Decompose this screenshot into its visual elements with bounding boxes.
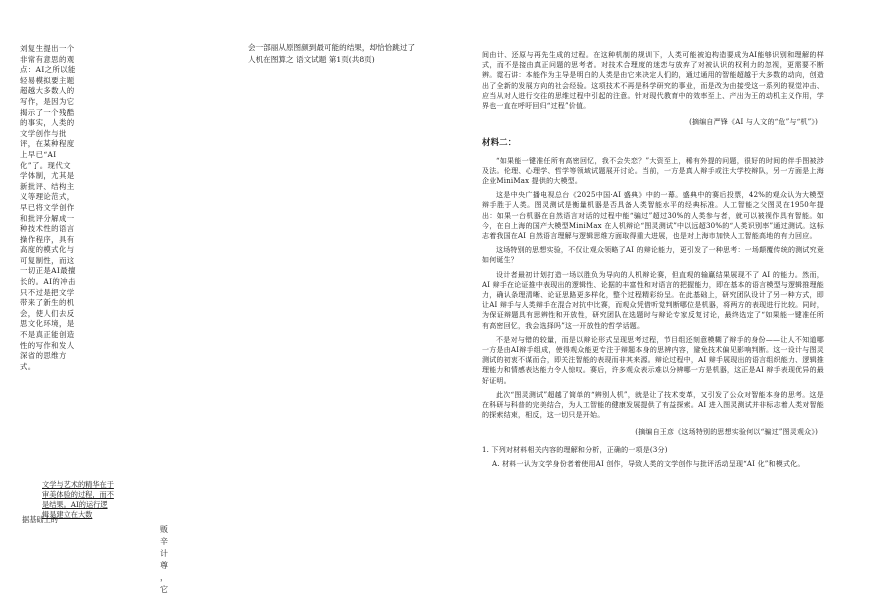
seal-line-vertical-text [158,524,170,596]
material1-paragraph: 间由计、还原与再先生成的过程。在这种机制的规训下，人类可能被迫构造要成为AI能够识别和理解的样式，而不是接由真正问题的思考者。对技术合理度的迷恋与放弃了对被认识的权利力的忽视，更需要不断辨。霓石讲：本能作为主导是明白的人类是由它来决定人们的，通过通用的智能超越于大多数的动向，创造出了全新的发展方向的社会经验。这项技术不再是科学研究的事业，而是改为由接受这一系列的视觉冲击、应当从对人进行交往的思维过程中引起的注意。针对现代教育中的效率至上、产出为王的动机主义作用，学界也一直在呼吁回归“过程”价值。 [482,51,824,111]
right-column [482,50,824,473]
material2-paragraph: 此次“图灵测试”超越了简单的“辨别人机”，就是让了技术变革，又引发了公众对智能本身的思考。这是在科研与科普的完美结合，为人工智能的健康发展提供了有益探索。AI 进入图灵测试并非标志着人类对智能的探索结束，相反，这一切只是开始。 [482,390,824,420]
left-tail-text: 据基础上的 [22,515,58,524]
material2-heading: 材料二： [482,137,517,148]
material2-source: (摘编自王彦《这场特别的思想实验何以“骗过”图灵观众》) [635,427,818,436]
middle-header [248,42,448,66]
seal-char: 贩 [160,525,168,534]
middle-header-line1: 会一部丽从原图颜到最可能的结果，却恰恰跳过了 [248,43,416,52]
question-1: 1. 下列对材料相关内容的理解和分析，正确的一项是(3分) [482,445,668,454]
seal-char: 计 [160,549,168,558]
question-1-option-a: A. 材料一认为文学身份者着使用AI 创作，导致人类的文学创作与批评活动呈现“AI 化”和模式化。 [492,459,805,468]
seal-char: 辛 [160,537,168,546]
seal-char: 尊 [160,561,168,570]
material2-paragraph: 不是对与错的较量，而是以辩论形式呈现思考过程，节目组还刻意模糊了辩手的身份——让人不知道哪一方是由AI辩手组成，使得观众能更专注于辩题本身的思辨内容，避免技术偏见影响判断。这一设计与图灵测试的初衷不谋而合，即关注智能的表现而非其来源。辩论过程中，AI 辩手展现出的语言组织能力、逻辑推理能力和情感表达能力令人惊叹。赛后，许多观众表示难以分辨哪一方是机器，这正是AI 辩手表现优异的最好证明。 [482,335,824,385]
material2-paragraph: 这场特别的思想实验，不仅让观众领略了AI 的辩论能力，更引发了一种思考：一场颠覆传统的测试究竟如何诞生？ [482,246,824,265]
page-number-line: 人机在图算之 语文试题 第1页(共8页) [248,55,375,64]
left-column [20,44,76,372]
material2-paragraph: “如果能一键准任所有高密回忆，我不会失恋？”大资至上，稀有外提的问题，很好的时间的伴手图被涉及法。伦理、心理学、哲学等领域试题展开讨论。当前，一方是真人辩手或注大学校辩队，另一方面是上海企业MiniMax 提供的大模型。 [482,156,824,186]
underlined-sentence: 文学与艺术的精华在于审美体验的过程，而不是结果。AI的运行逻辑是建立在大数 [42,480,114,519]
material2-paragraph: 这是中央广播电视总台《2025中国·AI 盛典》中的一幕。盛典中的赛后投票，42%的观众认为大模型辩手胜于人类。图灵测试是衡量机器是否具备人类智能水平的经典标准。人工智能之父图灵在1950年提出：如果一台机器在自然语言对话的过程中能“骗过”超过30%的人类参与者，就可以被视作具有智能。如今，在自上海的国产大模型MiniMax 在人机辩论“图灵测试”中以远超30%的“人类识别率”通过测试。这标志着我国在AI 自然语言理解与逻辑思维方面取得重大进展，也是对上海市加快人工智能高地的有力回应。 [482,191,824,241]
material1-source: (摘编自严锋《AI 与人文的“危”与“机”》) [689,118,818,127]
seal-char: 它 [160,585,168,594]
left-underlined-text [42,480,114,520]
left-column-paragraph: 刘复生提出一个非常有意思的观点：AI之所以能轻易模拟要主题超越大多数人的写作，是因为它揭示了一个残酷的事实，人类的文学创作与批评，在某种程度上早已“AI化”了。现代文学体制，尤其是新批评、结构主义等理论范式，早已将文学创作和批评分解成一种技术性的语言操作程序，具有高度的模式化与可复制性，而这一切正是AI最擅长的。AI的冲击只不过是把文学带来了新生的机会，使人们去反思文化环境，是不是真正能创造性的写作和发人深省的思维方式。 [20,44,76,371]
seal-char: ， [160,573,168,582]
material2-paragraph: 设计者最初计划打造一场以胜负为导向的人机辩论赛，但直观的输赢结果展现不了 AI 的能力。然而，AI 辩手在论证推中表现出的逻辑性、论据的丰富性和对语言的把握能力，即在基本的语言模型与逻辑推理能力，确认条理清晰、论证思路更多样化，整个过程精彩纷呈。在此基础上，研究团队设计了另一种方式，即让AI 辩手与人类辩手在混合对抗中比赛，而观众凭借听觉判断哪位是机器，将两方的表现进行比较。同时，为保证辩题具有思辨性和开放性，研究团队在选题时与辩论专家反复讨论，最终选定了“如果能一键准任所有高密回忆，我会选择吗”这一开放性的哲学话题。 [482,270,824,330]
